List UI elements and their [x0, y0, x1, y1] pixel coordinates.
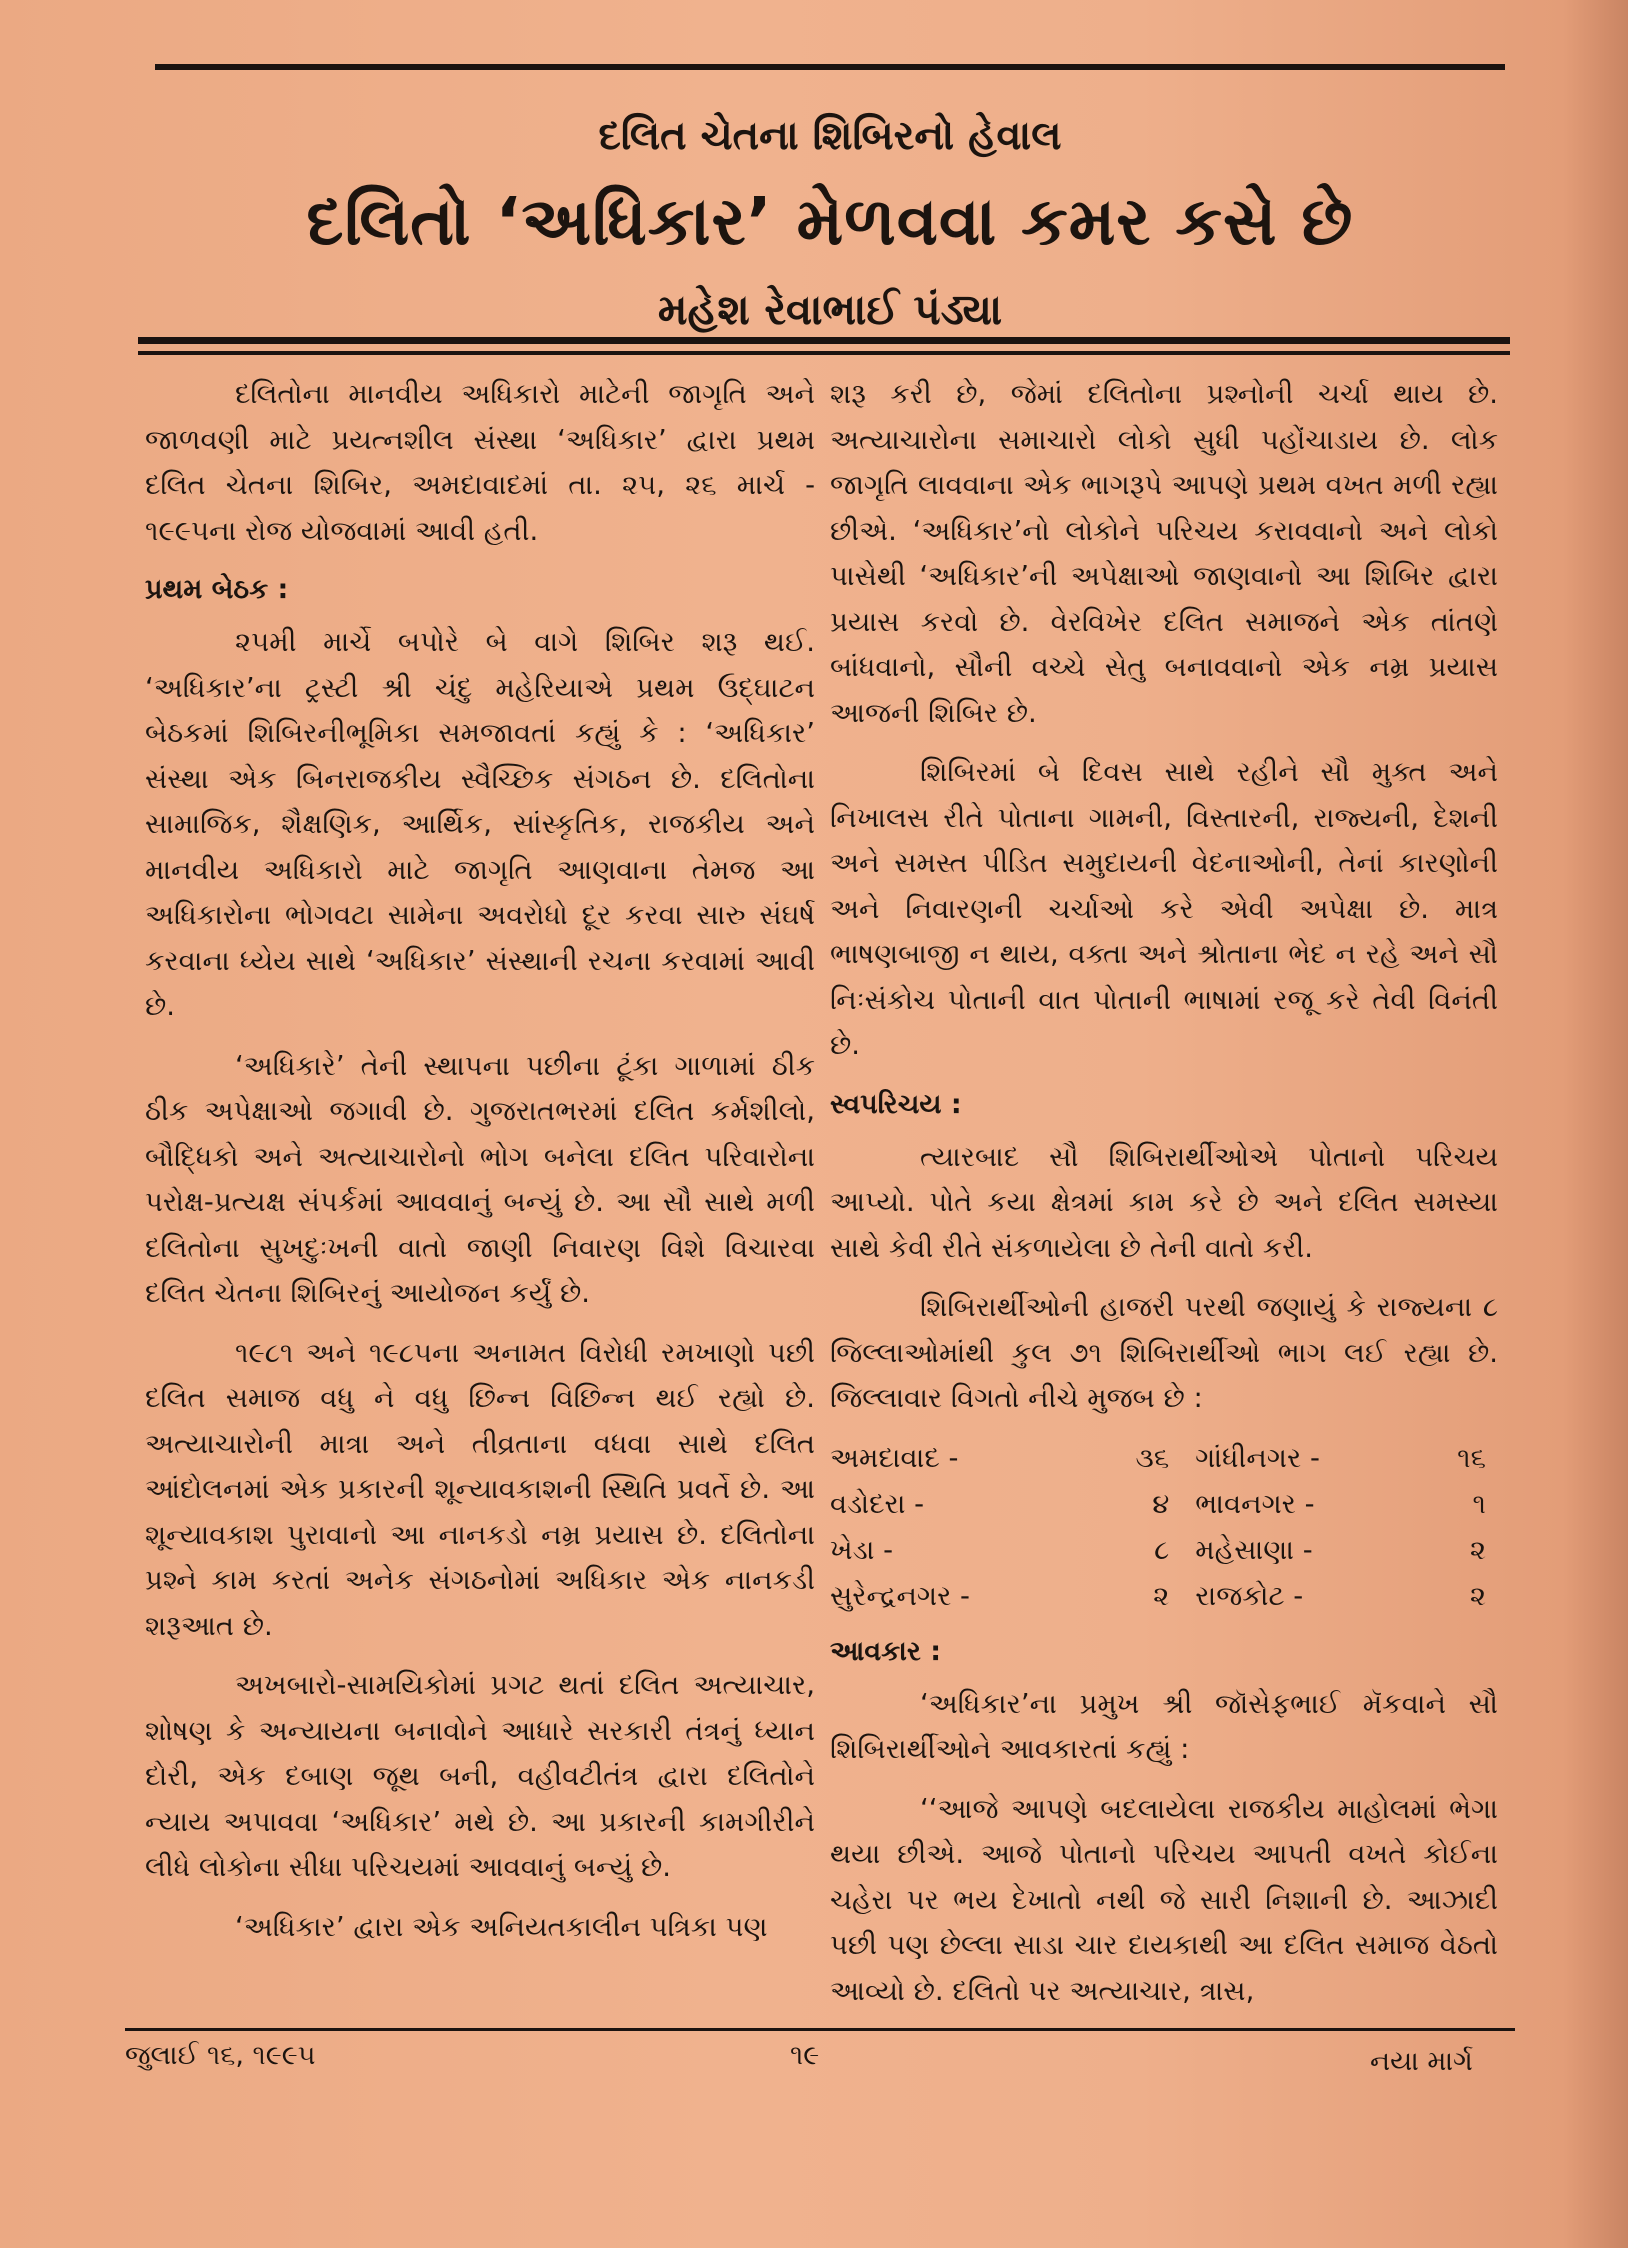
header-double-rule	[138, 337, 1510, 355]
section-heading: સ્વપરિચય :	[830, 1088, 962, 1120]
district-count: ૩૬	[1135, 1441, 1170, 1474]
paragraph: ૨૫મી માર્ચે બપોરે બે વાગે શિબિર શરૂ થઈ. ‘અધિકાર’ના ટ્રસ્ટી શ્રી ચંદુ મહેરિયાએ પ્રથમ ઉદ્ઘાટન બેઠકમાં શિબિરનીભૂમિકા સમજાવતાં કહ્યું કે : ‘અધિકાર’ સંસ્થા એક બિનરાજકીય સ્વૈચ્છિક સંગઠન છે. દલિતોના સામાજિક, શૈક્ષણિક, આર્થિક, સાંસ્કૃતિક, રાજકીય અને માનવીય અધિકારો માટે જાગૃતિ આણવાના તેમજ આ અધિકારોના ભોગવટા સામેના અવરોધો દૂર કરવા સારુ સંઘર્ષ કરવાના ધ્યેય સાથે ‘અધિકાર’ સંસ્થાની રચના કરવામાં આવી છે.	[145, 626, 815, 1022]
section-heading: પ્રથમ બેઠક :	[145, 574, 289, 605]
district-count: ૨	[1469, 1579, 1486, 1612]
paragraph: શિબિરમાં બે દિવસ સાથે રહીને સૌ મુક્ત અને નિખાલસ રીતે પોતાના ગામની, વિસ્તારની, રાજ્યની, દેશની અને સમસ્ત પીડિત સમુદાયની વેદનાઓની, તેનાં કારણોની અને નિવારણની ચર્ચાઓ કરે એવી અપેક્ષા છે. માત્ર ભાષણબાજી ન થાય, વક્તા અને શ્રોતાના ભેદ ન રહે અને સૌ નિઃસંકોચ પોતાની વાત પોતાની ભાષામાં રજૂ કરે તેવી વિનંતી છે.	[830, 756, 1498, 1061]
article-headline: દલિતો ‘અધિકાર’ મેળવવા કમર કસે છે	[306, 183, 1354, 260]
district-name: મહેસાણા -	[1195, 1533, 1313, 1566]
paragraph: દલિતોના માનવીય અધિકારો માટેની જાગૃતિ અને જાળવણી માટે પ્રયત્નશીલ સંસ્થા ‘અધિકાર’ દ્વારા પ્રથમ દલિત ચેતના શિબિર, અમદાવાદમાં તા. ૨૫, ૨૬ માર્ચ - ૧૯૯૫ના રોજ યોજવામાં આવી હતી.	[145, 378, 815, 547]
district-name: રાજકોટ -	[1195, 1579, 1304, 1612]
table-row	[830, 1482, 1498, 1528]
publication-name: નયા માર્ગ	[1370, 2046, 1473, 2077]
article-kicker: દલિત ચેતના શિબિરનો હેવાલ	[598, 113, 1062, 159]
table-row	[830, 1528, 1498, 1574]
paragraph: ‘અધિકાર’ના પ્રમુખ શ્રી જૉસેફભાઈ મૅકવાને સૌ શિબિરાર્થીઓને આવકારતાં કહ્યું :	[830, 1687, 1498, 1765]
footer-rule	[125, 2028, 1515, 2031]
paragraph: અખબારો-સામયિકોમાં પ્રગટ થતાં દલિત અત્યાચાર, શોષણ કે અન્યાયના બનાવોને આધારે સરકારી તંત્રનું ધ્યાન દોરી, એક દબાણ જૂથ બની, વહીવટીતંત્ર દ્વારા દલિતોને ન્યાય અપાવવા ‘અધિકાર’ મથે છે. આ પ્રકારની કામગીરીને લીધે લોકોના સીધા પરિચયમાં આવવાનું બન્યું છે.	[145, 1669, 815, 1883]
issue-date: જુલાઈ ૧૬, ૧૯૯૫	[125, 2040, 316, 2071]
article-byline: મહેશ રેવાભાઈ પંડ્યા	[657, 285, 1003, 334]
paragraph: ‘અધિકાર’ દ્વારા એક અનિયતકાલીન પત્રિકા પણ	[235, 1910, 768, 1943]
district-name: ખેડા -	[830, 1533, 894, 1566]
district-count: ૮	[1154, 1533, 1170, 1566]
district-name: અમદાવાદ -	[830, 1441, 959, 1474]
district-count: ૧૬	[1457, 1441, 1486, 1474]
district-count: ૧	[1472, 1487, 1486, 1520]
district-count: ૨	[1469, 1533, 1486, 1566]
paragraph: ૧૯૮૧ અને ૧૯૮૫ના અનામત વિરોધી રમખાણો પછી દલિત સમાજ વધુ ને વધુ છિન્ન વિછિન્ન થઈ રહ્યો છે. અત્યાચારોની માત્રા અને તીવ્રતાના વધવા સાથે દલિત આંદોલનમાં એક પ્રકારની શૂન્યાવકાશની સ્થિતિ પ્રવર્તે છે. આ શૂન્યાવકાશ પુરાવાનો આ નાનકડો નમ્ર પ્રયાસ છે. દલિતોના પ્રશ્ને કામ કરતાં અનેક સંગઠનોમાં અધિકાર એક નાનકડી શરૂઆત છે.	[145, 1336, 815, 1642]
paragraph: શિબિરાર્થીઓની હાજરી પરથી જણાયું કે રાજ્યના ૮ જિલ્લાઓમાંથી કુલ ૭૧ શિબિરાર્થીઓ ભાગ લઈ રહ્યા છે. જિલ્લાવાર વિગતો નીચે મુજબ છે :	[830, 1291, 1498, 1414]
district-name: ભાવનગર -	[1195, 1487, 1315, 1520]
paragraph: ‘અધિકારે’ તેની સ્થાપના પછીના ટૂંકા ગાળામાં ઠીક ઠીક અપેક્ષાઓ જગાવી છે. ગુજરાતભરમાં દલિત કર્મશીલો, બૌદ્ધિકો અને અત્યાચારોનો ભોગ બનેલા દલિત પરિવારોના પરોક્ષ-પ્રત્યક્ષ સંપર્કમાં આવવાનું બન્યું છે. આ સૌ સાથે મળી દલિતોના સુખદુઃખની વાતો જાણી નિવારણ વિશે વિચારવા દલિત ચેતના શિબિરનું આયોજન કર્યું છે.	[145, 1049, 815, 1309]
paragraph: શરૂ કરી છે, જેમાં દલિતોના પ્રશ્નોની ચર્ચા થાય છે. અત્યાચારોના સમાચારો લોકો સુધી પહોંચાડાય છે. લોક જાગૃતિ લાવવાના એક ભાગરૂપે આપણે પ્રથમ વખત મળી રહ્યા છીએ. ‘અધિકાર’નો લોકોને પરિચય કરાવવાનો અને લોકો પાસેથી ‘અધિકાર’ની અપેક્ષાઓ જાણવાનો આ શિબિર દ્વારા પ્રયાસ કરવો છે. વેરવિખેર દલિત સમાજને એક તાંતણે બાંધવાનો, સૌની વચ્ચે સેતુ બનાવવાનો એક નમ્ર પ્રયાસ આજની શિબિર છે.	[830, 378, 1498, 729]
district-name: વડોદરા -	[830, 1487, 925, 1520]
top-rule	[155, 64, 1505, 70]
district-name: સુરેન્દ્રનગર -	[830, 1579, 970, 1612]
page-number: ૧૯	[790, 2040, 820, 2071]
left-column	[145, 372, 815, 1964]
district-count: ૪	[1152, 1487, 1170, 1520]
district-table	[830, 1436, 1498, 1620]
section-heading: આવકાર :	[830, 1635, 941, 1667]
table-row	[830, 1574, 1498, 1620]
paragraph: ત્યારબાદ સૌ શિબિરાર્થીઓએ પોતાનો પરિચય આપ્યો. પોતે કયા ક્ષેત્રમાં કામ કરે છે અને દલિત સમસ્યા સાથે કેવી રીતે સંકળાયેલા છે તેની વાતો કરી.	[830, 1140, 1498, 1264]
table-row	[830, 1436, 1498, 1482]
district-name: ગાંધીનગર -	[1195, 1441, 1320, 1474]
district-count: ૨	[1153, 1579, 1170, 1612]
paragraph: ‘‘આજે આપણે બદલાયેલા રાજકીય માહોલમાં ભેગા થયા છીએ. આજે પોતાનો પરિચય આપતી વખતે કોઈના ચહેરા પર ભય દેખાતો નથી જે સારી નિશાની છે. આઝાદી પછી પણ છેલ્લા સાડા ચાર દાયકાથી આ દલિત સમાજ વેઠતો આવ્યો છે. દલિતો પર અત્યાચાર, ત્રાસ,	[830, 1792, 1498, 2007]
right-column	[830, 372, 1498, 2028]
